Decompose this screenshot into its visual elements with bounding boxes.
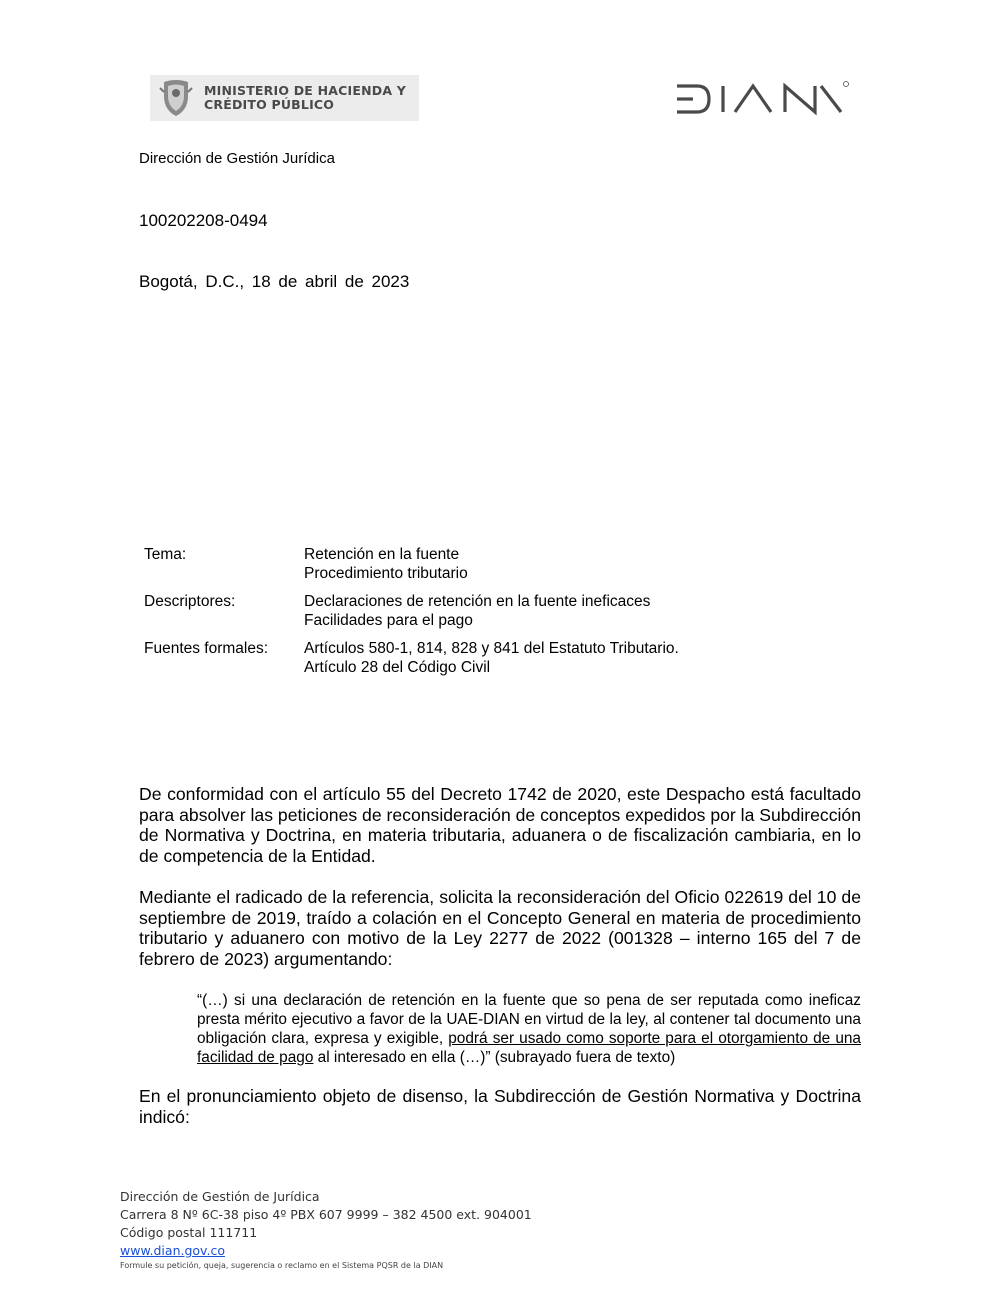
paragraph-3: En el pronunciamiento objeto de disenso, la Subdirección de Gestión Normativa y Doctrina indicó: [139,1086,861,1127]
footer-postal: Código postal 111711 [120,1225,258,1240]
meta-row-descriptores [144,592,864,630]
meta-row-fuentes [144,639,864,677]
ministry-name [204,84,406,112]
footer-office: Dirección de Gestión de Jurídica [120,1189,320,1204]
meta-value [304,545,468,583]
ministry-line-2: CRÉDITO PÚBLICO [204,97,335,112]
reference-number: 100202208-0494 [139,211,268,230]
meta-label: Descriptores: [144,593,236,610]
website-link[interactable]: www.dian.gov.co [120,1243,225,1258]
quote-text-end: al interesado en ella (…)” (subrayado fuera de texto) [313,1049,676,1066]
place-date: Bogotá, D.C., 18 de abril de 2023 [139,272,410,291]
footer-note: Formule su petición, queja, sugerencia o reclamo en el Sistema PQSR de la DIAN [120,1261,444,1270]
office-name: Dirección de Gestión Jurídica [139,150,335,167]
meta-label: Tema: [144,546,187,563]
meta-value-line: Artículos 580-1, 814, 828 y 841 del Estatuto Tributario. [304,640,679,657]
meta-value-line: Declaraciones de retención en la fuente ineficaces [304,593,651,610]
meta-label: Fuentes formales: [144,640,269,657]
footer-address: Carrera 8 Nº 6C-38 piso 4º PBX 607 9999 – 382 4500 ext. 904001 [120,1207,532,1222]
meta-row-tema [144,545,864,583]
meta-value-line: Retención en la fuente [304,546,460,563]
meta-value [304,592,650,630]
ministry-logo [150,75,419,121]
meta-value [304,639,679,677]
quote-text: “(…) si una declaración de retención en la fuente que so pena de ser reputada como ineficaz presta mérito ejecutivo a favor de la UAE-DIAN en virtud de la ley, al contener tal documento una obligación clara, expresa y exigible, [197,992,861,1047]
meta-value-line: Facilidades para el pago [304,612,473,629]
paragraph-1: De conformidad con el artículo 55 del Decreto 1742 de 2020, este Despacho está facultado para absolver las peticiones de reconsideración de conceptos expedidos por la Subdirección de Normativa y Doctrina, en materia tributaria, aduanera o de fiscalización cambiaria, en lo de competencia de la Entidad. [139,784,861,866]
paragraph-2: Mediante el radicado de la referencia, solicita la reconsideración del Oficio 022619 del 10 de septiembre de 2019, traído a colación en el Concepto General en materia de procedimiento tributario y aduanero con motivo de la Ley 2277 de 2022 (001328 – interno 165 del 7 de febrero de 2023) argumentando: [139,887,861,969]
quoted-text [197,991,861,1067]
meta-value-line: Artículo 28 del Código Civil [304,659,491,676]
ministry-line-1: MINISTERIO DE HACIENDA Y [204,83,407,98]
quote-underlined-text: podrá ser usado como soporte para el otorgamiento de una facilidad de pago [197,1030,861,1066]
dian-logo [675,80,850,116]
page-footer [120,1188,620,1271]
metadata-table [144,545,864,686]
meta-value-line: Procedimiento tributario [304,565,468,582]
coat-of-arms-icon [158,78,194,118]
